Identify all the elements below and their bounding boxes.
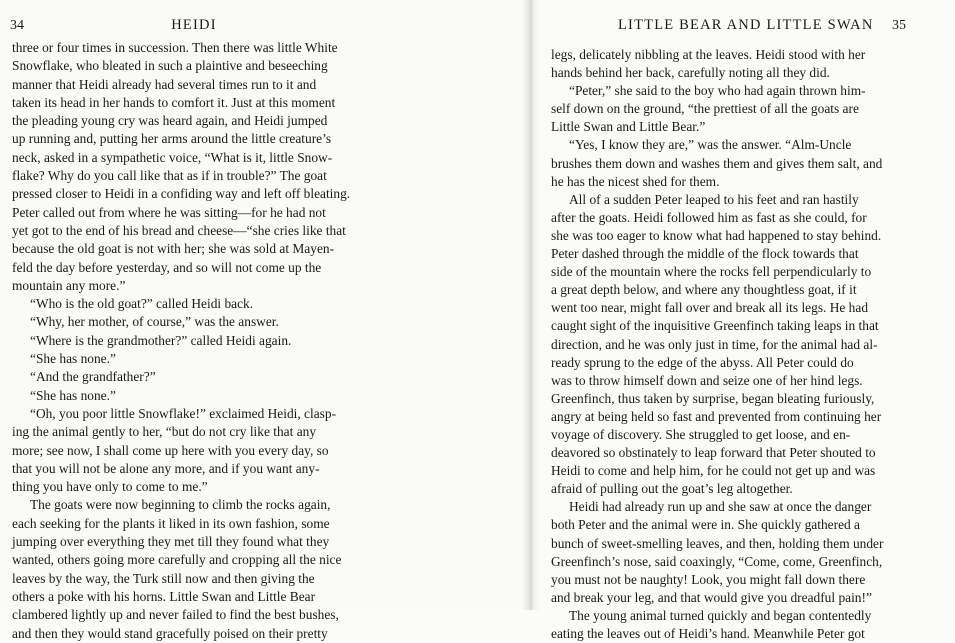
text-line: more; see now, I shall come up here with you every day, so: [12, 442, 329, 458]
text-line: Heidi to come and help him, for he could not get up and was: [551, 463, 876, 479]
text-line: The goats were now beginning to climb the rocks again,: [30, 497, 331, 513]
text-line: direction, and he was only just in time, for the animal had al-: [551, 336, 878, 352]
text-line: bunch of sweet-smelling leaves, and then, holding them under: [551, 535, 884, 551]
text-line: All of a sudden Peter leaped to his feet and ran hastily: [569, 191, 859, 207]
text-line: “She has none.”: [30, 387, 116, 403]
text-line: jumping over everything they met till they found what they: [12, 534, 330, 550]
text-line: manner that Heidi already had several times run to it and: [12, 76, 317, 92]
text-line: “Oh, you poor little Snowflake!” exclaimed Heidi, clasp-: [30, 405, 337, 421]
text-line: he has the nicest shed for them.: [551, 173, 720, 189]
text-line: “Yes, I know they are,” was the answer. “Alm-Uncle: [569, 137, 852, 153]
text-line: three or four times in succession. Then there was little White: [12, 40, 338, 55]
right-page-header: [618, 17, 906, 34]
text-line: leaves by the way, the Turk still now and then giving the: [12, 570, 315, 586]
text-line: caught sight of the inquisitive Greenfinch taking leaps in that: [551, 318, 879, 334]
text-line: “Why, her mother, of course,” was the answer.: [30, 314, 279, 330]
text-line: she was too eager to know what had happened to stay behind.: [551, 227, 882, 243]
running-head: HEIDI: [171, 17, 217, 33]
text-line: side of the mountain where the rocks fell perpendicularly to: [551, 264, 872, 280]
text-line: you must not be naughty! Look, you might fall down there: [551, 571, 866, 587]
text-line: Little Swan and Little Bear.”: [551, 119, 706, 135]
text-line: angry at being held so fast and prevented from continuing her: [551, 408, 882, 424]
text-line: clambered lightly up and never failed to find the best bushes,: [12, 607, 339, 623]
text-line: pressed closer to Heidi in a confiding way and left off bleating.: [12, 186, 351, 202]
text-line: “Where is the grandmother?” called Heidi again.: [30, 332, 292, 348]
text-line: brushes them down and washes them and gives them salt, and: [551, 155, 883, 171]
text-line: flake? Why do you call like that as if in trouble?” The goat: [12, 168, 327, 184]
text-line: “And the grandfather?”: [30, 369, 156, 385]
running-head: LITTLE BEAR AND LITTLE SWAN: [618, 17, 874, 33]
text-line: wanted, others going more carefully and cropping all the nice: [12, 552, 342, 568]
page-number: 34: [10, 18, 24, 33]
text-line: hands behind her back, carefully noting all they did.: [551, 65, 830, 81]
text-line: the pleading young cry was heard again, and Heidi jumped: [12, 113, 328, 129]
text-line: both Peter and the animal were in. She quickly gathered a: [551, 517, 860, 533]
text-line: Peter called out from where he was sitting—for he had not: [12, 204, 326, 220]
left-page-text: [12, 39, 378, 643]
text-line: eating the leaves out of Heidi’s hand. Meanwhile Peter got: [551, 626, 865, 641]
text-line: and then they would stand gracefully poised on their pretty: [12, 625, 328, 641]
text-line: Greenfinch, thus taken by surprise, began bleating furiously,: [551, 390, 875, 406]
right-page-text: [551, 46, 952, 643]
text-line: each seeking for the plants it liked in its own fashion, some: [12, 515, 330, 531]
text-line: “She has none.”: [30, 351, 116, 367]
text-line: afraid of pulling out the goat’s leg altogether.: [551, 481, 793, 497]
text-line: self down on the ground, “the prettiest of all the goats are: [551, 101, 859, 117]
text-line: The young animal turned quickly and began contentedly: [569, 607, 872, 623]
right-page: [530, 0, 955, 641]
text-line: neck, asked in a sympathetic voice, “What is it, little Snow-: [12, 149, 333, 165]
text-line: that you will not be alone any more, and if you want any-: [12, 460, 320, 476]
text-line: yet got to the end of his bread and cheese—“she cries like that: [12, 222, 346, 238]
text-line: up running and, putting her arms around the little creature’s: [12, 131, 332, 147]
text-line: ready sprung to the edge of the abyss. All Peter could do: [551, 354, 854, 370]
text-line: ing the animal gently to her, “but do not cry like that any: [12, 424, 317, 440]
text-line: was to throw himself down and seize one of her hind legs.: [551, 372, 863, 388]
book-gutter: [522, 0, 540, 610]
text-line: “Who is the old goat?” called Heidi back.: [30, 296, 254, 312]
text-line: and break your leg, and that would give you dreadful pain!”: [551, 589, 872, 605]
text-line: after the goats. Heidi followed him as fast as she could, for: [551, 209, 867, 225]
text-line: legs, delicately nibbling at the leaves. Heidi stood with her: [551, 47, 866, 62]
text-line: thing you have only to come to me.”: [12, 479, 208, 495]
text-line: “Peter,” she said to the boy who had again thrown him-: [569, 83, 866, 99]
text-line: went too near, might fall over and break all its legs. He had: [551, 300, 869, 316]
text-line: Heidi had already run up and she saw at once the danger: [569, 499, 872, 515]
text-line: others a poke with his horns. Little Swan and Little Bear: [12, 588, 316, 604]
text-line: Greenfinch’s nose, said coaxingly, “Come, come, Greenfinch,: [551, 553, 883, 569]
text-line: feld the day before yesterday, and so will not come up the: [12, 259, 322, 275]
text-line: Snowflake, who bleated in such a plaintive and beseeching: [12, 58, 328, 74]
text-line: deavored so obstinately to leap forward that Peter shouted to: [551, 445, 876, 461]
text-line: Peter dashed through the middle of the flock towards that: [551, 246, 859, 262]
text-line: taken its head in her hands to comfort it. Just at this moment: [12, 94, 336, 110]
page-number: 35: [892, 18, 906, 33]
text-line: because the old goat is not with her; she was sold at Mayen-: [12, 241, 335, 257]
text-line: a great depth below, and where any thoughtless goat, if it: [551, 282, 857, 298]
text-line: voyage of discovery. She struggled to get loose, and en-: [551, 426, 851, 442]
left-page-header: [10, 17, 378, 34]
text-line: mountain any more.”: [12, 277, 126, 293]
